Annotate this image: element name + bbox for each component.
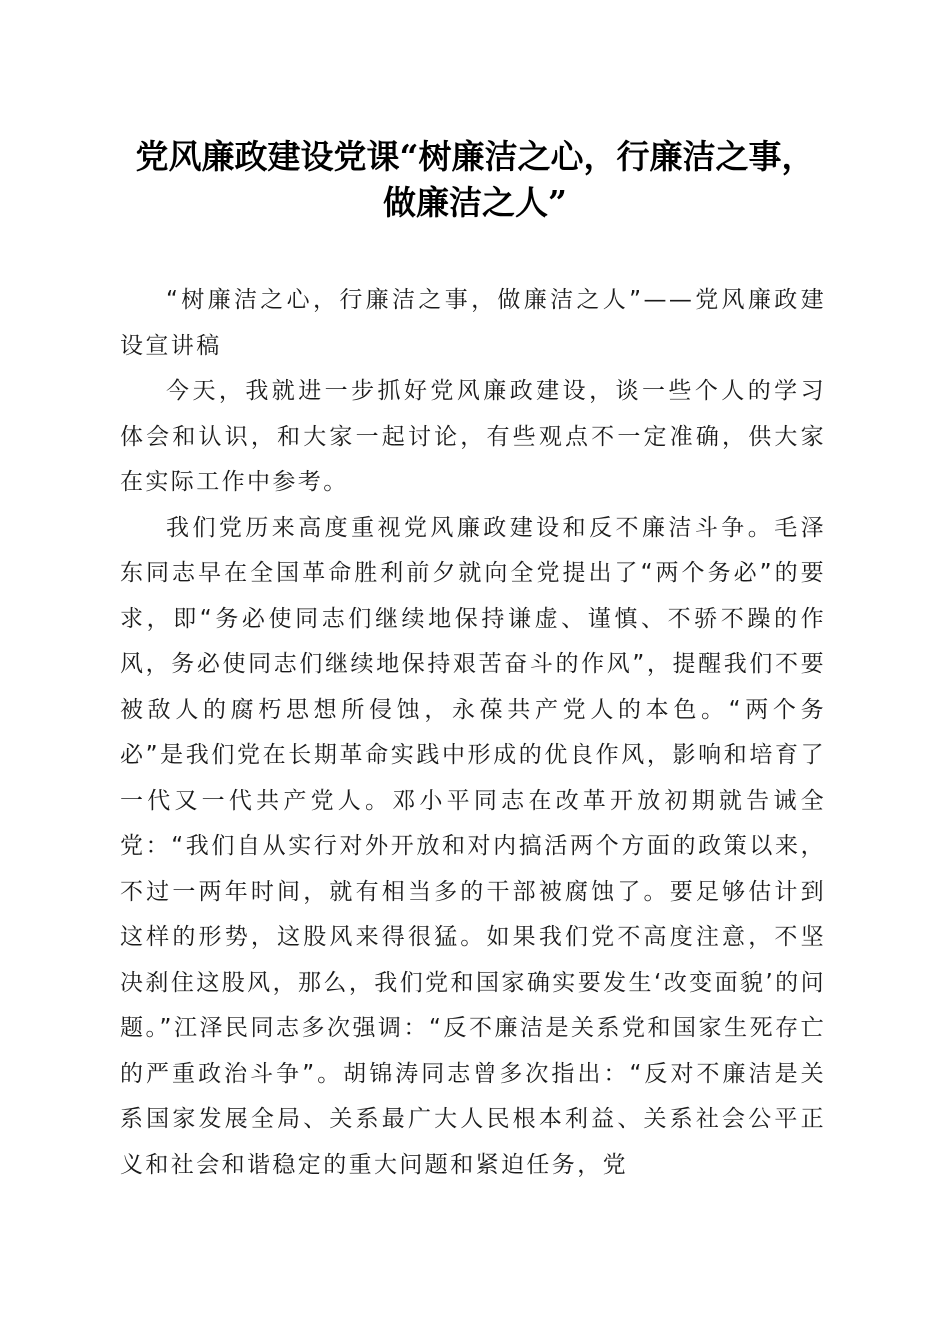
page-title xyxy=(100,134,850,226)
document-body xyxy=(120,278,826,1188)
paragraph-intro: 今天，我就进一步抓好党风廉政建设，谈一些个人的学习体会和认识，和大家一起讨论，有些观点不一定准确，供大家在实际工作中参考。 xyxy=(120,378,826,495)
paragraph-history: 我们党历来高度重视党风廉政建设和反不廉洁斗争。毛泽东同志早在全国革命胜利前夕就向全党提出了“两个务必”的要求，即“务必使同志们继续地保持谦虚、谨慎、不骄不躁的作风，务必使同志们继续地保持艰苦奋斗的作风”，提醒我们不要被敌人的腐朽思想所侵蚀，永葆共产党人的本色。“两个务必”是我们党在长期革命实践中形成的优良作风，影响和培育了一代又一代共产党人。邓小平同志在改革开放初期就告诫全党：“我们自从实行对外开放和对内搞活两个方面的政策以来，不过一两年时间，就有相当多的干部被腐蚀了。要足够估计到这样的形势，这股风来得很猛。如果我们党不高度注意，不坚决刹住这股风，那么，我们党和国家确实要发生‘改变面貌’的问题。”江泽民同志多次强调：“反不廉洁是关系党和国家生死存亡的严重政治斗争”。胡锦涛同志曾多次指出：“反对不廉洁是关系国家发展全局、关系最广大人民根本利益、关系社会公平正义和社会和谐稳定的重大问题和紧迫任务，党 xyxy=(120,514,826,1178)
paragraph-subtitle: “树廉洁之心，行廉洁之事，做廉洁之人”——党风廉政建设宣讲稿 xyxy=(120,287,826,359)
title-line-1: 党风廉政建设党课“树廉洁之心，行廉洁之事， xyxy=(135,137,815,176)
title-line-2: 做廉洁之人” xyxy=(383,183,567,222)
